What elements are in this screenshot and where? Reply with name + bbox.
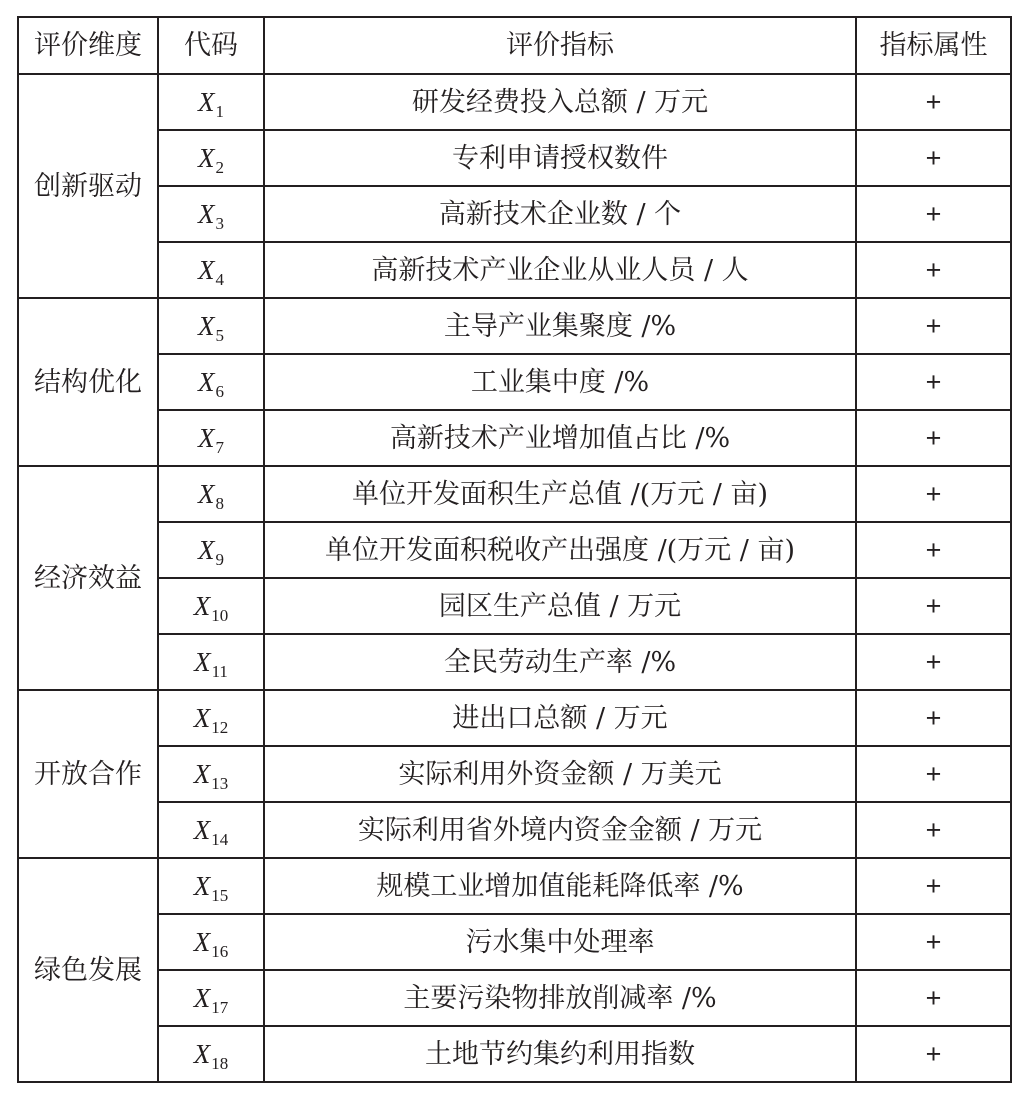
- table-row: [18, 242, 1011, 298]
- attribute-cell: +: [856, 1026, 1011, 1082]
- table-row: [18, 522, 1011, 578]
- attribute-cell: +: [856, 298, 1011, 354]
- code-letter: X: [193, 982, 211, 1013]
- code-subscript: 8: [215, 493, 224, 513]
- code-subscript: 5: [215, 325, 224, 345]
- code-cell: [158, 970, 264, 1026]
- table-row: [18, 74, 1011, 130]
- header-dimension: 评价维度: [18, 17, 158, 74]
- header-indicator: 评价指标: [264, 17, 856, 74]
- code-letter: X: [198, 534, 215, 565]
- indicator-cell: 专利申请授权数件: [264, 130, 856, 186]
- indicator-cell: 实际利用省外境内资金金额 / 万元: [264, 802, 856, 858]
- indicator-cell: 全民劳动生产率 /%: [264, 634, 856, 690]
- indicator-cell: 高新技术产业增加值占比 /%: [264, 410, 856, 466]
- code-cell: [158, 522, 264, 578]
- code-subscript: 6: [215, 381, 224, 401]
- code-letter: X: [198, 310, 215, 341]
- code-letter: X: [198, 142, 215, 173]
- code-subscript: 11: [211, 661, 228, 681]
- code-subscript: 3: [215, 213, 224, 233]
- header-attribute: 指标属性: [856, 17, 1011, 74]
- attribute-cell: +: [856, 578, 1011, 634]
- code-letter: X: [193, 590, 211, 621]
- table-row: [18, 858, 1011, 914]
- code-subscript: 12: [211, 717, 229, 737]
- code-letter: X: [198, 478, 215, 509]
- indicator-cell: 污水集中处理率: [264, 914, 856, 970]
- code-subscript: 15: [211, 885, 229, 905]
- code-subscript: 2: [215, 157, 224, 177]
- table-row: [18, 466, 1011, 522]
- attribute-cell: +: [856, 410, 1011, 466]
- attribute-cell: +: [856, 130, 1011, 186]
- code-letter: X: [194, 646, 211, 677]
- indicator-table: [17, 16, 1012, 1083]
- code-letter: X: [193, 702, 211, 733]
- attribute-cell: +: [856, 242, 1011, 298]
- code-cell: [158, 466, 264, 522]
- indicator-cell: 高新技术产业企业从业人员 / 人: [264, 242, 856, 298]
- indicator-cell: 进出口总额 / 万元: [264, 690, 856, 746]
- code-cell: [158, 298, 264, 354]
- code-letter: X: [198, 422, 215, 453]
- indicator-cell: 研发经费投入总额 / 万元: [264, 74, 856, 130]
- code-subscript: 7: [215, 437, 224, 457]
- table-row: [18, 130, 1011, 186]
- code-cell: [158, 354, 264, 410]
- attribute-cell: +: [856, 970, 1011, 1026]
- indicator-cell: 规模工业增加值能耗降低率 /%: [264, 858, 856, 914]
- indicator-cell: 单位开发面积生产总值 /(万元 / 亩): [264, 466, 856, 522]
- header-row: [18, 17, 1011, 74]
- table-row: [18, 802, 1011, 858]
- attribute-cell: +: [856, 914, 1011, 970]
- code-subscript: 13: [211, 773, 229, 793]
- code-cell: [158, 410, 264, 466]
- dimension-cell: 经济效益: [18, 466, 158, 690]
- attribute-cell: +: [856, 74, 1011, 130]
- attribute-cell: +: [856, 634, 1011, 690]
- code-letter: X: [198, 86, 215, 117]
- table-row: [18, 298, 1011, 354]
- table-row: [18, 634, 1011, 690]
- code-cell: [158, 186, 264, 242]
- table-row: [18, 746, 1011, 802]
- table-row: [18, 690, 1011, 746]
- indicator-cell: 土地节约集约利用指数: [264, 1026, 856, 1082]
- code-cell: [158, 74, 264, 130]
- attribute-cell: +: [856, 466, 1011, 522]
- code-cell: [158, 1026, 264, 1082]
- attribute-cell: +: [856, 802, 1011, 858]
- code-letter: X: [193, 926, 211, 957]
- code-subscript: 16: [211, 941, 229, 961]
- code-subscript: 17: [211, 997, 229, 1017]
- code-cell: [158, 578, 264, 634]
- code-cell: [158, 858, 264, 914]
- table-row: [18, 186, 1011, 242]
- code-letter: X: [193, 870, 211, 901]
- code-cell: [158, 130, 264, 186]
- code-letter: X: [198, 254, 215, 285]
- header-code: 代码: [158, 17, 264, 74]
- table-row: [18, 410, 1011, 466]
- code-letter: X: [198, 198, 215, 229]
- indicator-cell: 主要污染物排放削减率 /%: [264, 970, 856, 1026]
- indicator-cell: 工业集中度 /%: [264, 354, 856, 410]
- code-subscript: 9: [215, 549, 224, 569]
- attribute-cell: +: [856, 690, 1011, 746]
- indicator-cell: 高新技术企业数 / 个: [264, 186, 856, 242]
- dimension-cell: 创新驱动: [18, 74, 158, 298]
- table-row: [18, 970, 1011, 1026]
- indicator-cell: 实际利用外资金额 / 万美元: [264, 746, 856, 802]
- code-subscript: 14: [211, 829, 229, 849]
- table-row: [18, 578, 1011, 634]
- code-letter: X: [193, 1038, 211, 1069]
- code-subscript: 10: [211, 605, 229, 625]
- table-row: [18, 914, 1011, 970]
- code-cell: [158, 242, 264, 298]
- code-subscript: 4: [215, 269, 224, 289]
- code-cell: [158, 690, 264, 746]
- code-subscript: 1: [215, 101, 224, 121]
- code-cell: [158, 802, 264, 858]
- attribute-cell: +: [856, 186, 1011, 242]
- code-subscript: 18: [211, 1053, 229, 1073]
- attribute-cell: +: [856, 858, 1011, 914]
- indicator-cell: 园区生产总值 / 万元: [264, 578, 856, 634]
- dimension-cell: 开放合作: [18, 690, 158, 858]
- table-row: [18, 354, 1011, 410]
- attribute-cell: +: [856, 522, 1011, 578]
- code-letter: X: [193, 814, 211, 845]
- table-body: [18, 74, 1011, 1082]
- attribute-cell: +: [856, 746, 1011, 802]
- indicator-cell: 单位开发面积税收产出强度 /(万元 / 亩): [264, 522, 856, 578]
- table-row: [18, 1026, 1011, 1082]
- dimension-cell: 结构优化: [18, 298, 158, 466]
- dimension-cell: 绿色发展: [18, 858, 158, 1082]
- attribute-cell: +: [856, 354, 1011, 410]
- indicator-cell: 主导产业集聚度 /%: [264, 298, 856, 354]
- code-cell: [158, 746, 264, 802]
- code-cell: [158, 914, 264, 970]
- code-cell: [158, 634, 264, 690]
- code-letter: X: [198, 366, 215, 397]
- code-letter: X: [193, 758, 211, 789]
